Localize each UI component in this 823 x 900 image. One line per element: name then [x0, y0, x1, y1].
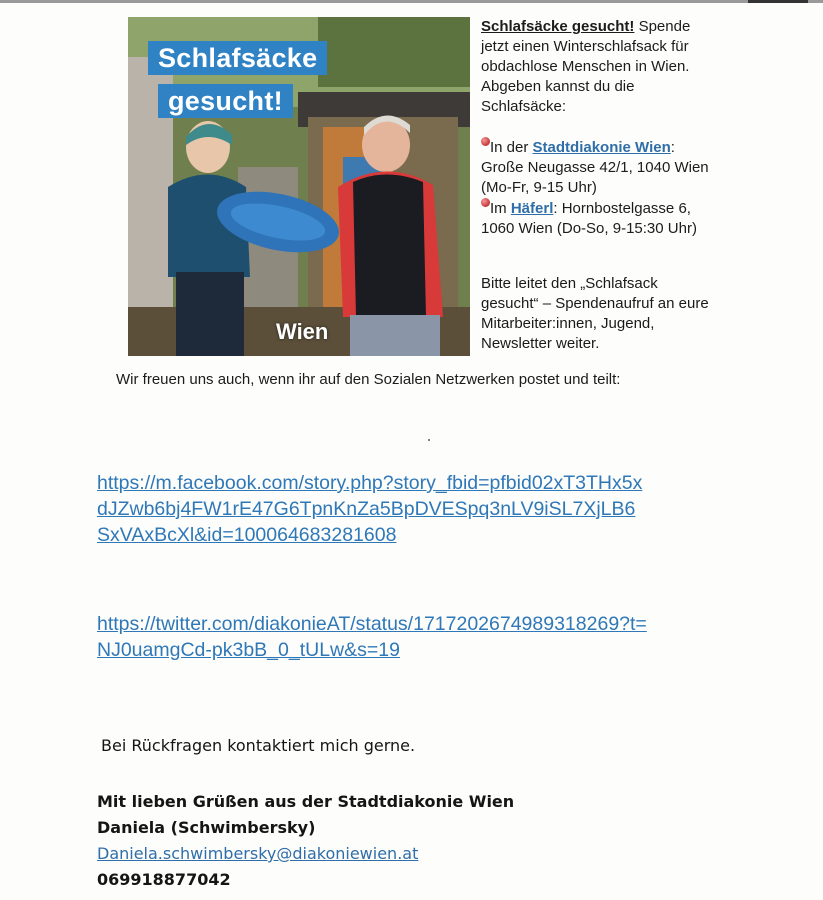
pin-icon	[481, 137, 490, 146]
location-link[interactable]: Stadtdiakonie Wien	[532, 139, 671, 156]
location-prefix: In der	[490, 139, 533, 156]
twitter-link[interactable]	[97, 611, 737, 663]
location-suffix: : Hornbostelgasse 6,	[553, 200, 691, 217]
twitter-link-line1: https://twitter.com/diakonieAT/status/1717202674989318269?t=	[97, 613, 647, 635]
facebook-link-line1: https://m.facebook.com/story.php?story_fbid=pfbid02xT3THx5x	[97, 472, 643, 494]
headline: Schlafsäcke gesucht!	[481, 18, 635, 35]
location-list	[481, 137, 811, 239]
page-top-edge-mark	[748, 0, 808, 3]
twitter-link-line2: NJ0uamgCd-pk3bB_0_tULw&s=19	[97, 639, 400, 661]
greeting: Mit lieben Grüßen aus der Stadtdiakonie Wien	[97, 792, 515, 811]
intro-line1-rest: Spende	[634, 18, 691, 35]
location-prefix: Im	[490, 200, 511, 217]
location-address: 1060 Wien (Do-So, 9-15:30 Uhr)	[481, 220, 697, 237]
facebook-link-line3: SxVAxBcXl&id=100064683281608	[97, 524, 397, 546]
location-item	[481, 137, 811, 198]
forward-line1: Bitte leitet den „Schlafsack	[481, 275, 658, 292]
photo-banner-line2: gesucht!	[158, 84, 293, 118]
forward-line2: gesucht“ – Spendenaufruf an eure	[481, 295, 709, 312]
location-suffix: :	[670, 139, 675, 156]
photo-place-label: Wien	[276, 319, 329, 344]
social-text: Wir freuen uns auch, wenn ihr auf den Sozialen Netzwerken postet und teilt:	[116, 371, 621, 388]
facebook-link-line2: dJZwb6bj4FW1rE47G6TpnKnZa5BpDVESpq3nLV9iSL7XjLB6	[97, 498, 636, 520]
location-link[interactable]: Häferl	[510, 200, 554, 217]
location-hours: (Mo-Fr, 9-15 Uhr)	[481, 179, 597, 196]
forward-line4: Newsletter weiter.	[481, 335, 600, 352]
location-line	[481, 137, 811, 158]
intro-line4: Abgeben kannst du die	[481, 78, 635, 95]
phone-number: 069918877042	[97, 870, 231, 889]
intro-block	[481, 17, 811, 239]
signature	[97, 789, 514, 893]
pin-icon	[481, 198, 490, 207]
photo-banner-line1: Schlafsäcke	[148, 41, 327, 75]
facebook-link[interactable]	[97, 470, 737, 548]
forward-note	[481, 274, 801, 354]
forward-line3: Mitarbeiter:innen, Jugend,	[481, 315, 655, 332]
sender-name: Daniela (Schwimbersky)	[97, 818, 316, 837]
contact-note: Bei Rückfragen kontaktiert mich gerne.	[101, 736, 416, 755]
speck	[428, 439, 430, 441]
intro-line2: jetzt einen Winterschlafsack für	[481, 38, 689, 55]
location-item	[481, 198, 811, 239]
location-address: Große Neugasse 42/1, 1040 Wien	[481, 159, 709, 176]
location-line	[481, 198, 811, 219]
intro-line3: obdachlose Menschen in Wien.	[481, 58, 690, 75]
intro-line5: Schlafsäcke:	[481, 98, 567, 115]
email-link[interactable]: Daniela.schwimbersky@diakoniewien.at	[97, 844, 419, 863]
intro-line1	[481, 17, 811, 37]
page-top-edge	[0, 0, 823, 3]
campaign-photo	[128, 17, 470, 356]
